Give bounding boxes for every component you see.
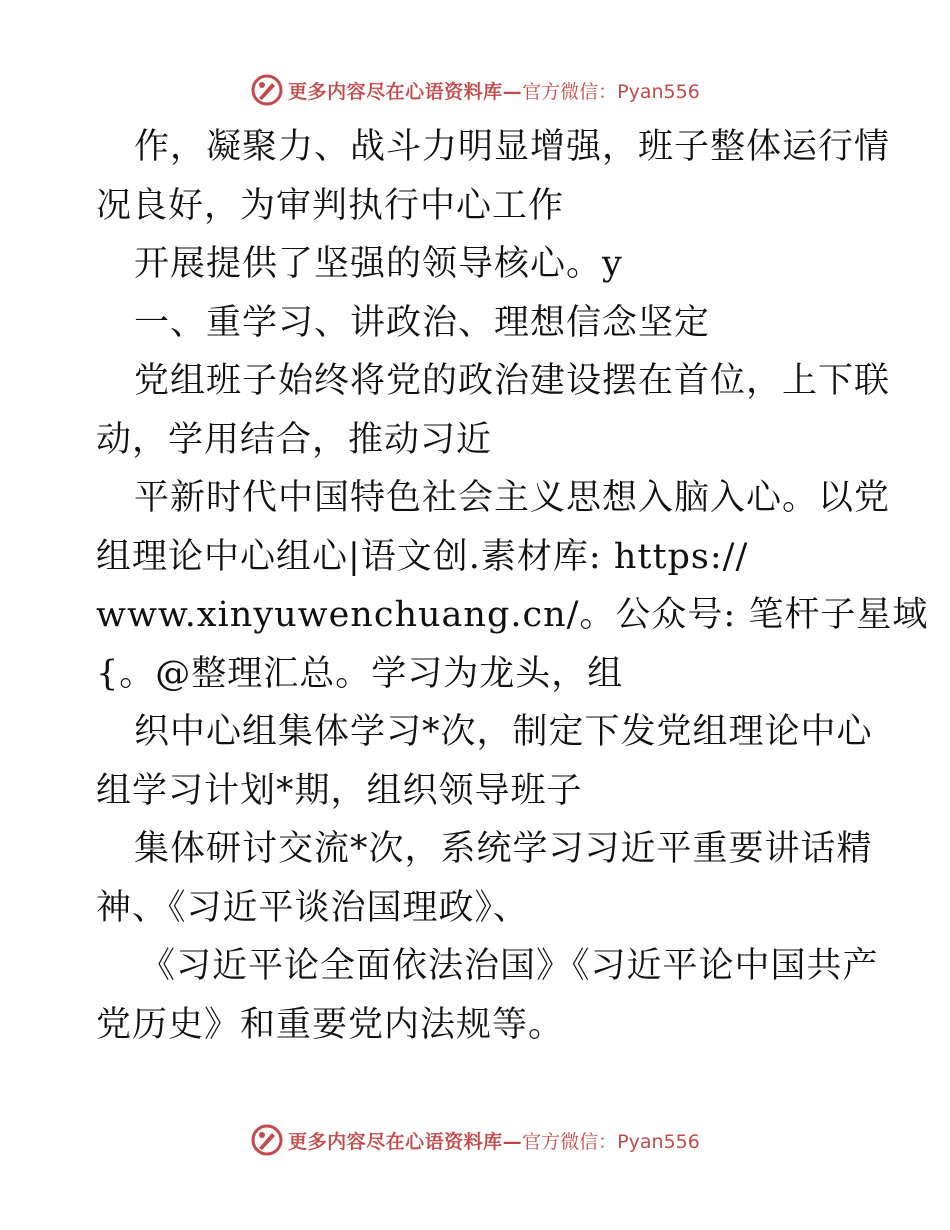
text-line: 动，学用结合，推动习近 — [96, 419, 493, 460]
text-line: 党历史》和重要党内法规等。 — [96, 1004, 565, 1045]
text-line: 《习近平论全面依法治国》《习近平论中国共产 — [140, 946, 879, 986]
text-line: 集体研讨交流*次，系统学习习近平重要讲话精 — [134, 829, 873, 869]
text-line: 开展提供了坚强的领导核心。y — [134, 244, 623, 284]
text-line: 党组班子始终将党的政治建设摆在首位，上下联 — [134, 361, 891, 401]
text-line: 织中心组集体学习*次，制定下发党组理论中心 — [134, 712, 873, 752]
banner-wechat: 官方微信：Pyan556 — [522, 1130, 700, 1153]
pen-logo-icon — [250, 73, 284, 107]
section-heading: 一、重学习、讲政治、理想信念坚定 — [134, 302, 711, 343]
text-line: 组学习计划*期，组织领导班子 — [96, 770, 583, 811]
text-line: 况良好，为审判执行中心工作 — [96, 185, 565, 226]
banner-wechat: 官方微信：Pyan556 — [522, 80, 700, 103]
banner-text: 更多内容尽在心语资料库— — [288, 1130, 523, 1153]
footer-banner — [0, 1120, 950, 1160]
text-line: {。@整理汇总。学习为龙头，组 — [96, 653, 624, 694]
header-banner — [0, 70, 950, 110]
text-line: 神、《习近平谈治国理政》、 — [96, 887, 530, 928]
document-body — [96, 118, 929, 1054]
pen-logo-icon — [250, 1123, 284, 1157]
text-line: 平新时代中国特色社会主义思想入脑入心。以党 — [134, 478, 891, 518]
text-line: www.xinyuwenchuang.cn/。公众号: 笔杆子星域 — [96, 595, 929, 635]
text-line: 作，凝聚力、战斗力明显增强，班子整体运行情 — [134, 127, 891, 167]
text-line: 组理论中心组心|语文创.素材库: https:// — [96, 536, 749, 577]
banner-text: 更多内容尽在心语资料库— — [288, 80, 523, 103]
